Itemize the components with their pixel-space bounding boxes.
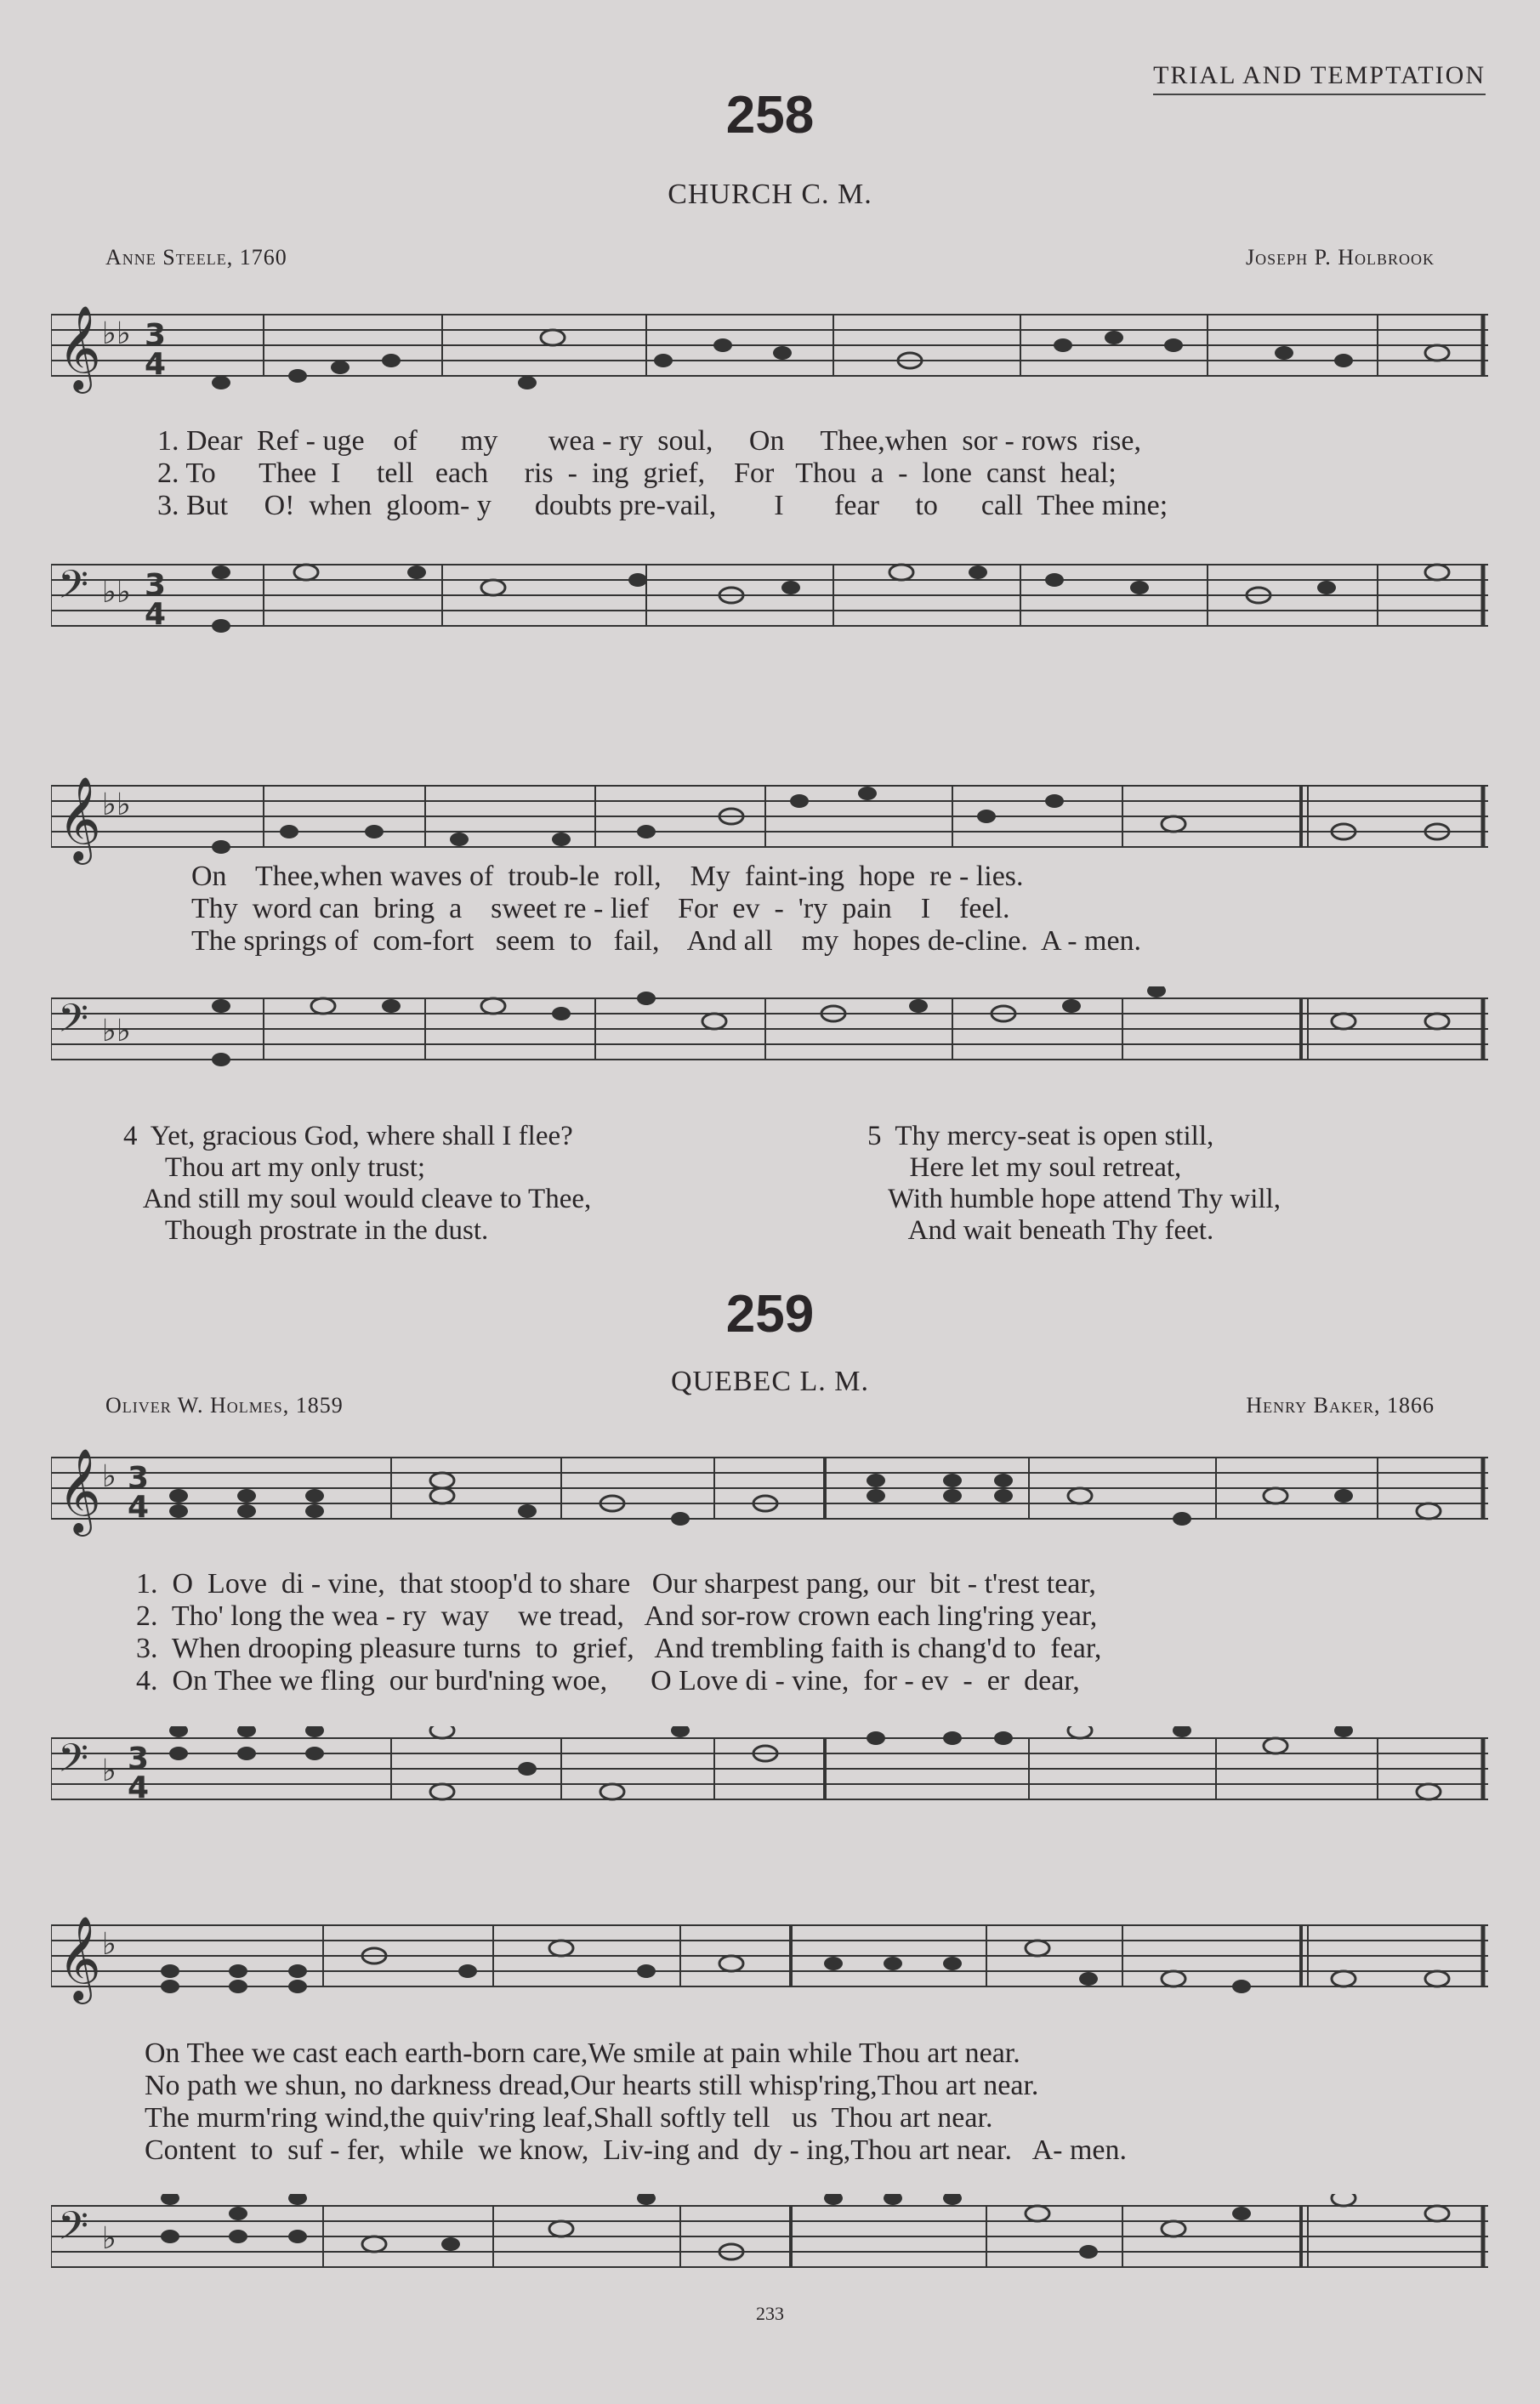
verse-line: 2. To Thee I tell each ris - ing grief, For Thou a - lone canst heal;: [157, 457, 1117, 489]
svg-text:𝄢: 𝄢: [58, 996, 89, 1051]
verse-line: 1. O Love di - vine, that stoop'd to share Our sharpest pang, our bit - t'rest tear,: [136, 1568, 1096, 1600]
svg-text:𝄢: 𝄢: [58, 562, 89, 617]
svg-text:3: 3: [128, 1742, 150, 1776]
hymn-number: 259: [725, 1285, 815, 1344]
extra-verse-5: [867, 1121, 1281, 1247]
verse-line: 3. But O! when gloom- y doubts pre-vail, I fear to call Thee mine;: [157, 490, 1168, 521]
svg-text:𝄞: 𝄞: [58, 306, 101, 390]
verse-line: The springs of com-fort seem to fail, And all my hopes de-cline. A - men.: [191, 925, 1142, 957]
verse-line: No path we shun, no darkness dread,Our hearts still whisp'ring,Thou art near.: [145, 2070, 1039, 2101]
svg-text:♭: ♭: [102, 1753, 116, 1788]
verse-line: 1. Dear Ref - uge of my wea - ry soul, On Thee,when sor - rows rise,: [157, 425, 1141, 457]
verse-line: On Thee we cast each earth-born care,We smile at pain while Thou art near.: [145, 2037, 1020, 2069]
verse-line: With humble hope attend Thy will,: [867, 1184, 1281, 1214]
svg-text:𝄞: 𝄞: [58, 776, 101, 861]
svg-text:4: 4: [128, 1770, 150, 1805]
verse-line: On Thee,when waves of troub-le roll, My faint-ing hope re - lies.: [191, 861, 1024, 892]
verse-line: Here let my soul retreat,: [867, 1152, 1182, 1183]
svg-text:𝄢: 𝄢: [58, 2203, 89, 2259]
composer-credit: Henry Baker, 1866: [1246, 1393, 1435, 1418]
verse-line: 4. On Thee we fling our burd'ning woe, O Love di - vine, for - ev - er dear,: [136, 1665, 1080, 1696]
verse-line: 2. Tho' long the wea - ry way we tread, And sor-row crown each ling'ring year,: [136, 1600, 1098, 1632]
svg-text:♭: ♭: [102, 1927, 116, 1962]
music-staff-bass: [51, 553, 1488, 680]
music-staff-treble: [51, 1446, 1488, 1565]
svg-text:𝄞: 𝄞: [58, 1916, 101, 2001]
svg-text:♭: ♭: [102, 2221, 116, 2256]
hymn-number: 258: [725, 86, 815, 145]
verse-line: And still my soul would cleave to Thee,: [123, 1184, 592, 1214]
svg-text:4: 4: [145, 597, 167, 632]
extra-verse-4: [123, 1121, 591, 1247]
svg-text:3: 3: [145, 568, 167, 603]
verse-line: And wait beneath Thy feet.: [867, 1215, 1214, 1246]
svg-text:♭♭: ♭♭: [102, 787, 131, 822]
svg-text:𝄞: 𝄞: [58, 1448, 101, 1533]
svg-text:♭♭: ♭♭: [102, 575, 131, 610]
svg-text:𝄢: 𝄢: [58, 1736, 89, 1791]
svg-text:4: 4: [128, 1490, 150, 1525]
svg-text:3: 3: [145, 318, 167, 353]
tune-name: CHURCH C. M.: [668, 179, 872, 210]
section-header: TRIAL AND TEMPTATION: [1153, 61, 1486, 95]
verse-line: 4 Yet, gracious God, where shall I flee?: [123, 1121, 573, 1151]
music-staff-bass: [51, 1726, 1488, 1854]
verse-line: Thou art my only trust;: [123, 1152, 426, 1183]
author-credit: Anne Steele, 1760: [105, 245, 287, 270]
music-staff-treble: [51, 1913, 1488, 2032]
tune-name: QUEBEC L. M.: [671, 1366, 869, 1397]
svg-text:4: 4: [145, 347, 167, 382]
verse-line: Thy word can bring a sweet re - lief For ev - 'ry pain I feel.: [191, 893, 1010, 924]
verse-line: The murm'ring wind,the quiv'ring leaf,Shall softly tell us Thou art near.: [145, 2102, 993, 2134]
svg-text:♭♭: ♭♭: [102, 316, 131, 351]
svg-text:♭♭: ♭♭: [102, 1014, 131, 1049]
svg-text:♭: ♭: [102, 1459, 116, 1494]
svg-text:3: 3: [128, 1461, 150, 1496]
author-credit: Oliver W. Holmes, 1859: [105, 1393, 344, 1418]
verse-line: 5 Thy mercy-seat is open still,: [867, 1121, 1214, 1151]
composer-credit: Joseph P. Holbrook: [1246, 245, 1435, 270]
verse-line: Though prostrate in the dust.: [123, 1215, 489, 1246]
verse-line: Content to suf - fer, while we know, Liv-ing and dy - ing,Thou art near. A- men.: [145, 2134, 1128, 2166]
page-number: 233: [756, 2303, 784, 2324]
music-staff-treble: [51, 306, 1488, 425]
verse-line: 3. When drooping pleasure turns to grief, And trembling faith is chang'd to fear,: [136, 1633, 1102, 1664]
music-staff-bass: [51, 986, 1488, 1114]
